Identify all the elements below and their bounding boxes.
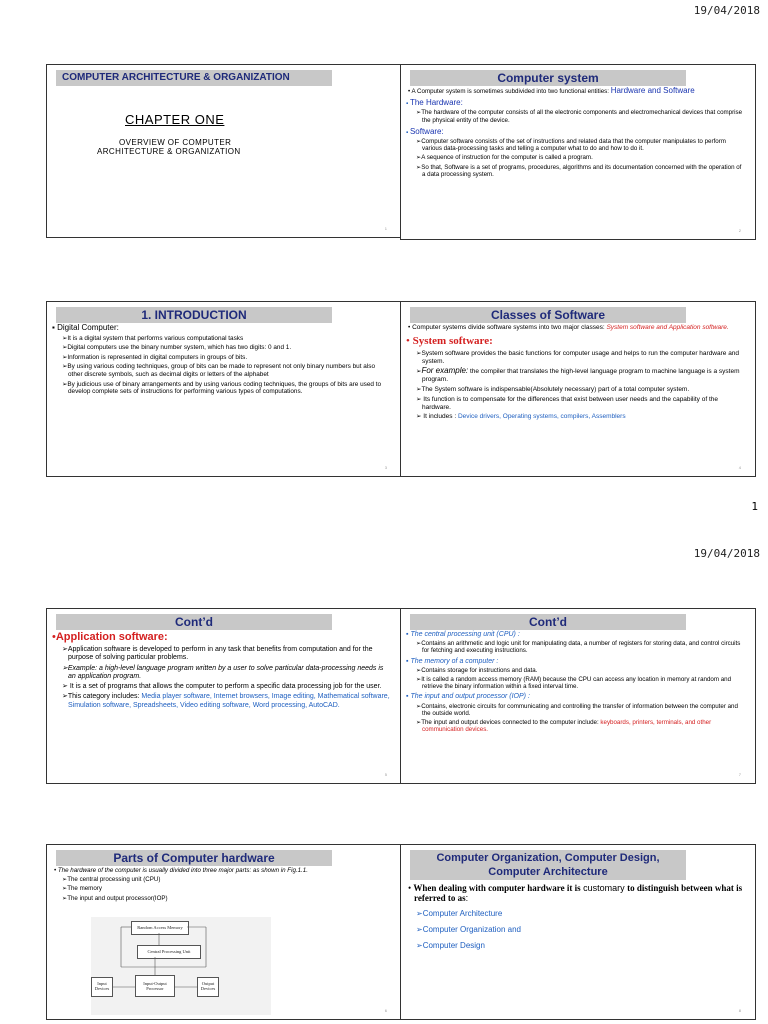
- page-date: 19/04/2018: [693, 547, 760, 560]
- input-devices-box: Input Devices: [91, 977, 113, 997]
- slide-number: 4: [738, 465, 741, 470]
- intro-text: • A Computer system is sometimes subdivided into two functional entities: Hardware and Software: [408, 86, 695, 95]
- software-item: Computer software consists of the set of instructions and related data that the computer manipulates to perform various data-processing tasks and telling a computer what to do and how to do it.: [421, 138, 726, 153]
- slide-number: 5: [384, 772, 387, 777]
- intro-item: By judicious use of binary arrangements and by using various coding techniques, the groups of bits are used to develop complete sets of instructions for performing various types of computations.: [67, 380, 382, 396]
- software-item: A sequence of instruction for the computer is called a program.: [421, 154, 593, 162]
- chapter-subtitle-1: OVERVIEW OF COMPUTER: [119, 138, 232, 147]
- iop-heading: The input and output processor (IOP) :: [410, 693, 530, 701]
- architecture-item: Computer Architecture: [422, 909, 503, 918]
- slide-classes-of-software: Classes of Software • Computer systems divide software systems into two major classes: System software and Application software. • System software: ➢System software provides the basic functions for computer usage and helps to run the computer hardware and system. ➢For example: the compiler that translates the high-level language program to machine language is a system program. ➢The System software is indispensable(Absolutely necessary) part of a total computer system. ➢ Its function is to compensate for the differences that exist between user needs and the capability of the hardware. ➢ It includes : Device drivers, Operating systems, compilers, Assemblers 4: [400, 301, 756, 477]
- slide-number: 2: [738, 228, 741, 233]
- slide-title-bar: Cont’d: [56, 614, 332, 630]
- hardware-text: The hardware of the computer consists of all the electronic components and electromechanical devices that comprise the physical entity of the device.: [421, 109, 743, 124]
- slide-title-bar: Parts of Computer hardware: [56, 850, 332, 866]
- slide-number: 1: [384, 226, 387, 231]
- intro-item: By using various coding techniques, group of bits can be made to represent not only binary numbers but also other discrete symbols, such as decimal digits or letters of the alphabet: [67, 363, 376, 378]
- slide-introduction: 1. INTRODUCTION ▪ Digital Computer: ➢It is a digital system that performs various computational tasks ➢Digital computers use the binary number system, which has two digits: 0 and 1. ➢Information is represented in digital computers in groups of bits. ➢By using various coding techniques, group of bits can be made to represent not only binary numbers but also other discrete symbols, such as decimal digits or letters of the alphabet ➢By judicious use of binary arrangements and by using various coding techniques, the groups of bits are used to develop complete sets of instructions for performing various types of computations. 3: [46, 301, 402, 477]
- application-software-heading: Application software:: [55, 631, 168, 643]
- iop-box: Input-Output Processor: [135, 975, 175, 997]
- cpu-box: Central Processing Unit: [137, 945, 201, 959]
- slide-title-bar: 1. INTRODUCTION: [56, 307, 332, 323]
- slide-title-bar: Classes of Software: [410, 307, 686, 323]
- intro-item: It is a digital system that performs various computational tasks: [67, 334, 244, 342]
- slide-number: 7: [738, 772, 741, 777]
- chapter-subtitle-2: ARCHITECTURE & ORGANIZATION: [97, 147, 241, 156]
- hardware-heading: The Hardware: [409, 98, 461, 108]
- slide-title: [46, 64, 402, 238]
- software-heading: Software: [409, 126, 442, 136]
- memory-heading: The memory of a computer :: [410, 657, 499, 665]
- slide-parts-of-hardware: Parts of Computer hardware • The hardware of the computer is usually divided into three major parts: as shown in Fig.1.1. ➢The central processing unit (CPU) ➢The memory ➢The input and output processor(IOP) Random Access Memory Central Processing Unit Input Devices Input-Output Processor Output Devices 6: [46, 844, 402, 1020]
- slide-title-bar: Cont’d: [410, 614, 686, 630]
- organization-item: Computer Organization and: [422, 925, 521, 934]
- slide-hardware-parts-detail: Cont’d ▪ The central processing unit (CPU) : ➢Contains an arithmetic and logic unit for manipulating data, a number of registers for storing data, and control circuits for fetching and executing instructions. ▪ The memory of a computer : ➢Contains storage for instructions and data. ➢It is called a random access memory (RAM) because the CPU can access any location in memory at random and retrieve the binary information within a fixed interval time. ▪ The input and output processor (IOP) : ➢Contains, electronic circuits for communicating and controlling the transfer of information between the computer and the outside world. ➢The input and output devices connected to the computer include: keyboards, printers, terminals, and other communication devices. 7: [400, 608, 756, 784]
- slide-title-bar: Computer system: [410, 70, 686, 86]
- slide-number: 3: [384, 465, 387, 470]
- slide-title-bar: Computer Organization, Computer Design, Computer Architecture: [410, 850, 686, 880]
- software-item: So that, Software is a set of programs, procedures, algorithms and its documentation concerned with the operation of a data processing system.: [421, 163, 742, 178]
- slide-organization-design-architecture: Computer Organization, Computer Design, Computer Architecture • When dealing with computer hardware it is customary to distinguish between what is referred to as: ➢Computer Architecture ➢Computer Organization and ➢Computer Design 8: [400, 844, 756, 1020]
- design-item: Computer Design: [422, 941, 485, 950]
- page-number: 1: [751, 500, 758, 513]
- ram-box: Random Access Memory: [131, 921, 189, 935]
- digital-computer-heading: Digital Computer: [57, 323, 117, 332]
- system-software-heading: System software:: [412, 334, 493, 347]
- cpu-heading: The central processing unit (CPU) :: [410, 631, 520, 638]
- slide-computer-system: Computer system • A Computer system is sometimes subdivided into two functional entities: Hardware and Software ▪ The Hardware: ➢The hardware of the computer consists of all the electronic components and electromechanical devices that comprise the physical entity of the device. ▪ Software: ➢Computer software consists of the set of instructions and related data that the computer manipulates to perform various data-processing tasks and telling a computer what to do and how to do it. ➢A sequence of instruction for the computer is called a program. ➢So that, Software is a set of programs, procedures, algorithms and its documentation concerned with the operation of a data processing system. 2: [400, 64, 756, 240]
- diagram-arrows: [91, 917, 271, 1015]
- slide-number: 6: [384, 1008, 387, 1013]
- chapter-heading: CHAPTER ONE: [125, 112, 225, 127]
- output-devices-box: Output Devices: [197, 977, 219, 997]
- slide-number: 8: [738, 1008, 741, 1013]
- intro-item: Information is represented in digital computers in groups of bits.: [67, 353, 248, 361]
- slide-title-bar: COMPUTER ARCHITECTURE & ORGANIZATION: [56, 70, 332, 86]
- intro-item: Digital computers use the binary number system, which has two digits: 0 and 1.: [67, 344, 292, 352]
- hardware-diagram: [91, 917, 271, 1015]
- slide-application-software: Cont’d •Application software: ➢Application software is developed to perform in any task that benefits from computation and for the purpose of solving particular problems. ➢Example: a high-level language program written by a user to solve particular data-processing needs is an application program. ➢ It is a set of programs that allows the computer to perform a specific data processing job for the user. ➢This category includes: Media player software, Internet browsers, Image editing, Mathematical software, Simulation software, Spreadsheets, Video editing software, Word processing, AutoCAD. 5: [46, 608, 402, 784]
- page-date: 19/04/2018: [693, 4, 760, 17]
